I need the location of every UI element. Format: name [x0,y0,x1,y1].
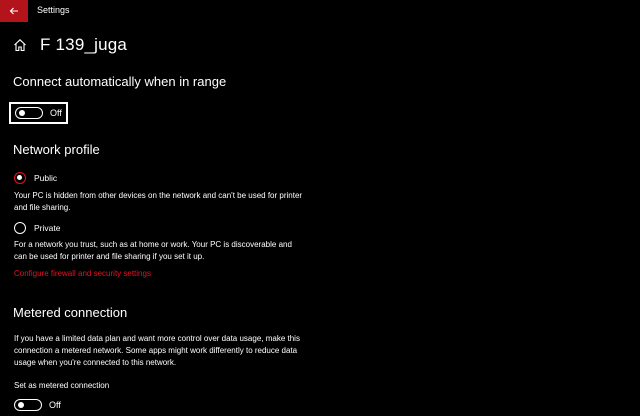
auto-connect-state: Off [50,108,62,118]
metered-description: If you have a limited data plan and want more control over data usage, make this connection a metered network. Some apps might work differently to reduce data usage when you're connected to this network. [14,334,300,367]
radio-private-label: Private [34,223,61,233]
toggle-knob [19,110,25,116]
page-header [13,35,127,55]
radio-public-label: Public [34,173,58,183]
auto-connect-heading: Connect automatically when in range [13,74,227,89]
metered-set-label: Set as metered connection [14,381,110,390]
toggle-knob [18,402,24,408]
radio-private[interactable] [14,222,60,234]
metered-state: Off [49,400,61,410]
metered-heading: Metered connection [13,305,128,320]
window-title: Settings [37,5,70,15]
public-description: Your PC is hidden from other devices on the network and can't be used for printer and file sharing. [14,191,303,212]
auto-connect-toggle[interactable] [11,104,66,122]
radio-private-circle[interactable] [14,222,26,234]
page-title: F 139_juga [40,35,128,54]
firewall-settings-link[interactable]: Configure firewall and security settings [14,269,151,278]
title-bar [0,0,640,22]
toggle-switch[interactable] [15,107,43,119]
toggle-switch[interactable] [14,399,42,411]
back-arrow-icon [9,6,19,16]
metered-toggle[interactable] [14,399,61,411]
radio-public-circle[interactable] [14,172,26,184]
radio-public[interactable] [14,172,57,184]
back-button[interactable] [0,0,28,22]
network-profile-heading: Network profile [13,142,100,157]
private-description: For a network you trust, such as at home or work. Your PC is discoverable and can be used for printer and file sharing if you set it up. [14,240,292,261]
home-icon[interactable] [13,38,27,52]
